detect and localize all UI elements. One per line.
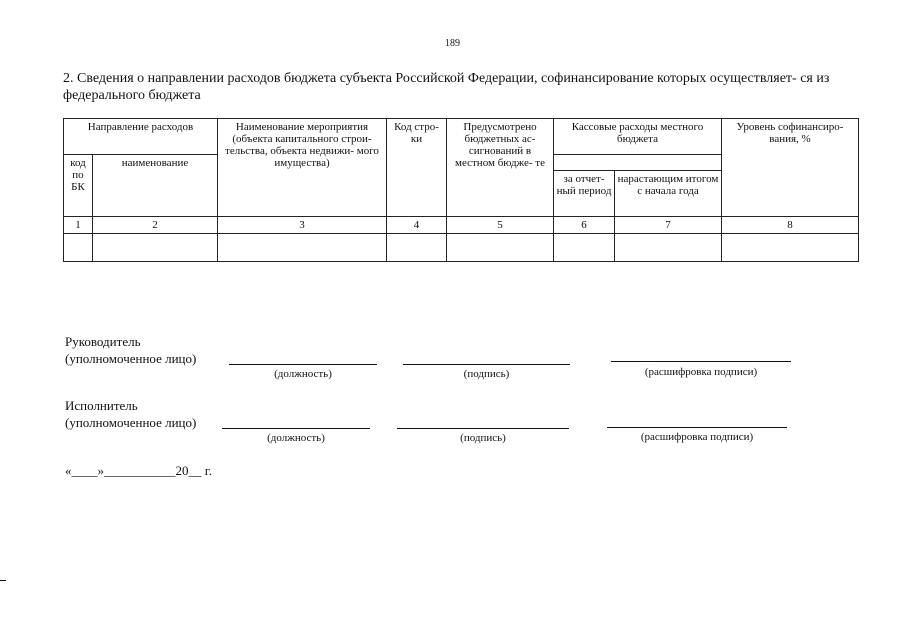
col-number-cell: 3 (218, 217, 387, 234)
executor-signature-line[interactable] (397, 428, 569, 429)
table-row (64, 234, 859, 262)
header-event-name: Наименование мероприятия (объекта капитального строи- тельства, объекта недвижи- мого имущества) (218, 119, 387, 217)
empty-cell[interactable] (615, 234, 722, 262)
header-cash-expenses: Кассовые расходы местного бюджета (554, 119, 722, 155)
col-number-cell: 2 (93, 217, 218, 234)
empty-cell[interactable] (387, 234, 447, 262)
header-reporting-period: за отчет- ный период (554, 171, 615, 217)
header-name: наименование (93, 155, 218, 217)
expenses-table (63, 118, 859, 262)
executor-position-caption: (должность) (267, 432, 325, 444)
empty-cell[interactable] (93, 234, 218, 262)
empty-cell[interactable] (218, 234, 387, 262)
header-cumulative: нарастающим итогом с начала года (615, 171, 722, 217)
header-cash-spacer (554, 155, 722, 171)
margin-dash (0, 580, 6, 581)
header-code-bk: код по БК (64, 155, 93, 217)
executor-subtitle: (уполномоченное лицо) (65, 415, 197, 430)
head-signature-line[interactable] (403, 364, 570, 365)
page-number: 189 (445, 38, 460, 49)
executor-decoding-line[interactable] (607, 427, 787, 428)
head-decoding-caption: (расшифровка подписи) (644, 366, 758, 378)
executor-position-line[interactable] (222, 428, 370, 429)
head-subtitle: (уполномоченное лицо) (65, 351, 197, 366)
col-number-cell: 7 (615, 217, 722, 234)
empty-cell[interactable] (722, 234, 859, 262)
col-number-cell: 6 (554, 217, 615, 234)
head-position-caption: (должность) (274, 368, 332, 380)
col-number-cell: 1 (64, 217, 93, 234)
header-row-code: Код стро- ки (387, 119, 447, 217)
col-number-cell: 8 (722, 217, 859, 234)
executor-title: Исполнитель (65, 398, 138, 413)
head-signature-caption: (подпись) (463, 368, 510, 380)
header-cofinancing-level: Уровень софинансиро- вания, % (722, 119, 859, 217)
empty-cell[interactable] (447, 234, 554, 262)
header-planned: Предусмотрено бюджетных ас- сигнований в местном бюдже- те (447, 119, 554, 217)
empty-cell[interactable] (554, 234, 615, 262)
head-position-line[interactable] (229, 364, 377, 365)
col-number-cell: 4 (387, 217, 447, 234)
head-title: Руководитель (65, 334, 141, 349)
section-heading: 2. Сведения о направлении расходов бюджета субъекта Российской Федерации, софинансирование которых осуществляет- ся из федерального бюджета (63, 71, 830, 103)
head-decoding-line[interactable] (611, 361, 791, 362)
executor-decoding-caption: (расшифровка подписи) (640, 431, 754, 443)
col-number-cell: 5 (447, 217, 554, 234)
executor-signature-caption: (подпись) (460, 432, 506, 444)
column-numbers-row (64, 217, 859, 234)
date-line: «____»___________20__ г. (65, 463, 212, 478)
empty-cell[interactable] (64, 234, 93, 262)
header-direction: Направление расходов (64, 119, 218, 155)
